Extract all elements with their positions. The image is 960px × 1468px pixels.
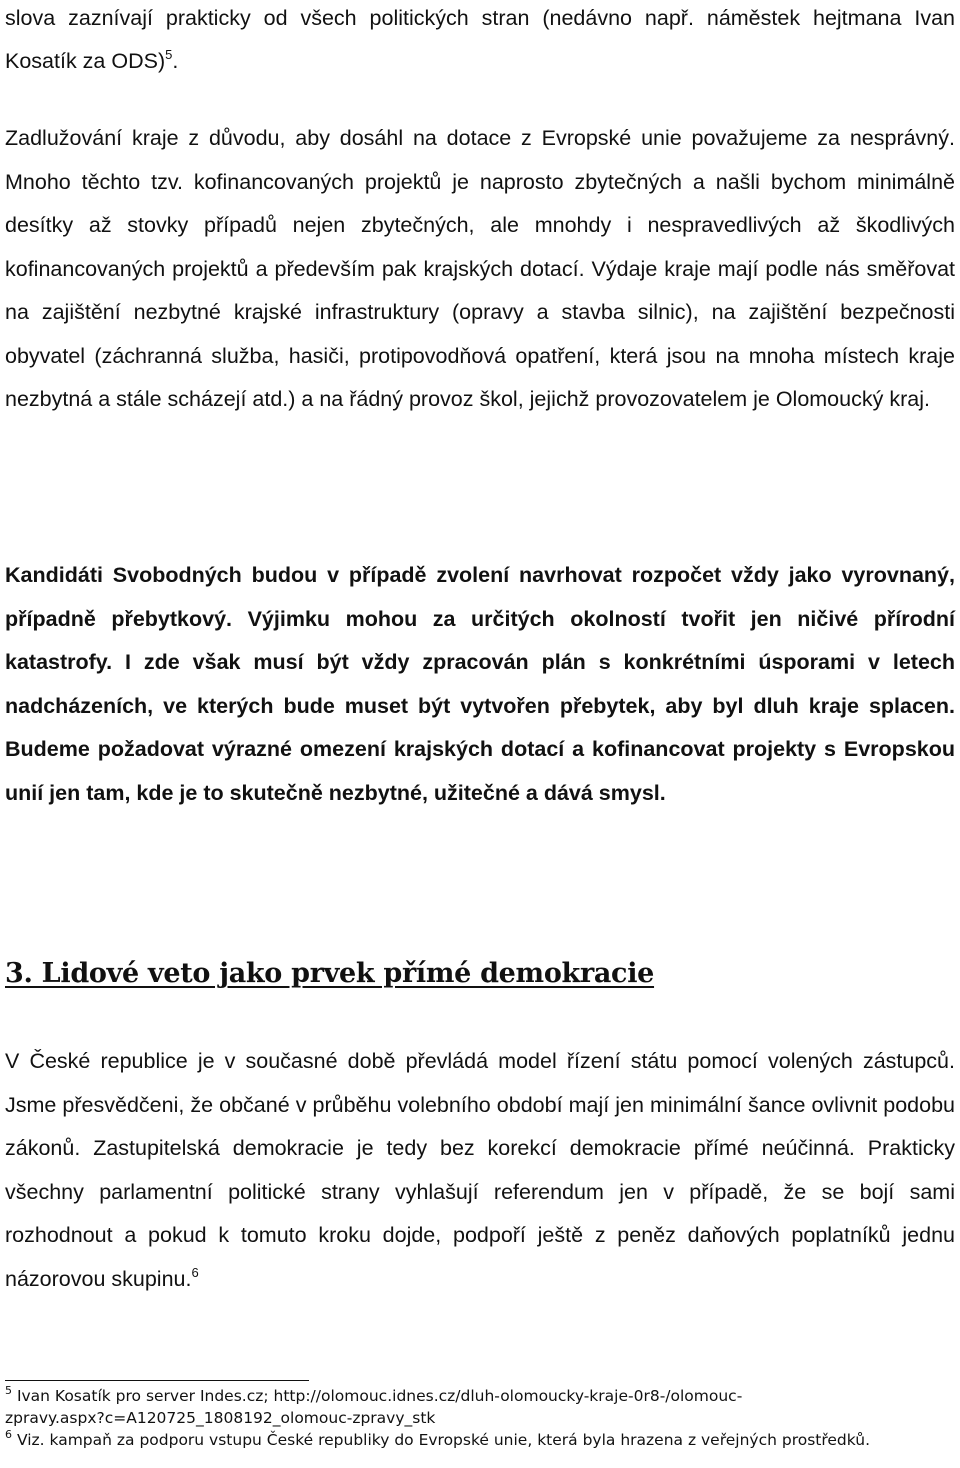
footnote-number: 5 — [5, 1384, 12, 1397]
footnote-text: Ivan Kosatík pro server Indes.cz; http://olomouc.idnes.cz/dluh-olomoucky-kraje-0r8-/olomouc- — [16, 1387, 743, 1405]
footnotes — [5, 1385, 955, 1451]
footnote-5-url-cont: zpravy.aspx?c=A120725_1808192_olomouc-zpravy_stk — [5, 1409, 436, 1427]
footnote-ref-5[interactable]: 5 — [165, 47, 173, 62]
footnote-6 — [5, 1429, 955, 1451]
footnote-separator — [5, 1380, 309, 1381]
paragraph-veto — [5, 1040, 955, 1301]
intro-end: . — [172, 49, 179, 73]
footnote-number: 6 — [5, 1428, 12, 1441]
paragraph-candidates: Kandidáti Svobodných budou v případě zvolení navrhovat rozpočet vždy jako vyrovnaný, případně přebytkový. Výjimku mohou za určitých okolností tvořit jen ničivé přírodní katastrofy. I zde však musí být vždy zpracován plán s konkrétními úsporami v letech nadcházeních, ve kterých bude muset být vytvořen přebytek, aby byl dluh kraje splacen. Budeme požadovat výrazné omezení krajských dotací a kofinancovat projekty s Evropskou unií jen tam, kde je to skutečně nezbytné, užitečné a dává smysl. — [5, 563, 955, 805]
footnote-5 — [5, 1385, 955, 1407]
footnote-text: Viz. kampaň za podporu vstupu České republiky do Evropské unie, která byla hrazena z veřejných prostředků. — [16, 1431, 871, 1449]
section-heading: 3. Lidové veto jako prvek přímé demokracie — [5, 958, 655, 989]
footnote-ref-6[interactable]: 6 — [191, 1264, 199, 1280]
paragraph-intro — [5, 0, 955, 83]
intro-text: slova zaznívají prakticky od všech politických stran (nedávno např. náměstek hejtmana Ivan Kosatík za ODS) — [5, 6, 955, 73]
paragraph-debt: Zadlužování kraje z důvodu, aby dosáhl na dotace z Evropské unie považujeme za nesprávný. Mnoho těchto tzv. kofinancovaných projektů je naprosto zbytečných a našli bychom minimálně desítky až stovky případů nejen zbytečných, ale mnohdy i nespravedlivých až škodlivých kofinancovaných projektů a především pak krajských dotací. Výdaje kraje mají podle nás směřovat na zajištění nezbytné krajské infrastruktury (opravy a stavba silnic), na zajištění bezpečnosti obyvatel (záchranná služba, hasiči, protipovodňová opatření, která jsou na mnoha místech kraje nezbytná a stále scházejí atd.) a na řádný provoz škol, jejichž provozovatelem je Olomoucký kraj. — [5, 126, 955, 411]
veto-text: V České republice je v současné době převládá model řízení státu pomocí volených zástupců. Jsme přesvědčeni, že občané v průběhu volebního období mají jen minimální šance ovlivnit podobu zákonů. Zastupitelská demokracie je tedy bez korekcí demokracie přímé neúčinná. Prakticky všechny parlamentní politické strany vyhlašují referendum jen v případě, že se bojí sami rozhodnout a pokud k tomuto kroku dojde, podpoří ještě z peněz daňových poplatníků jednu názorovou skupinu. — [5, 1049, 955, 1291]
